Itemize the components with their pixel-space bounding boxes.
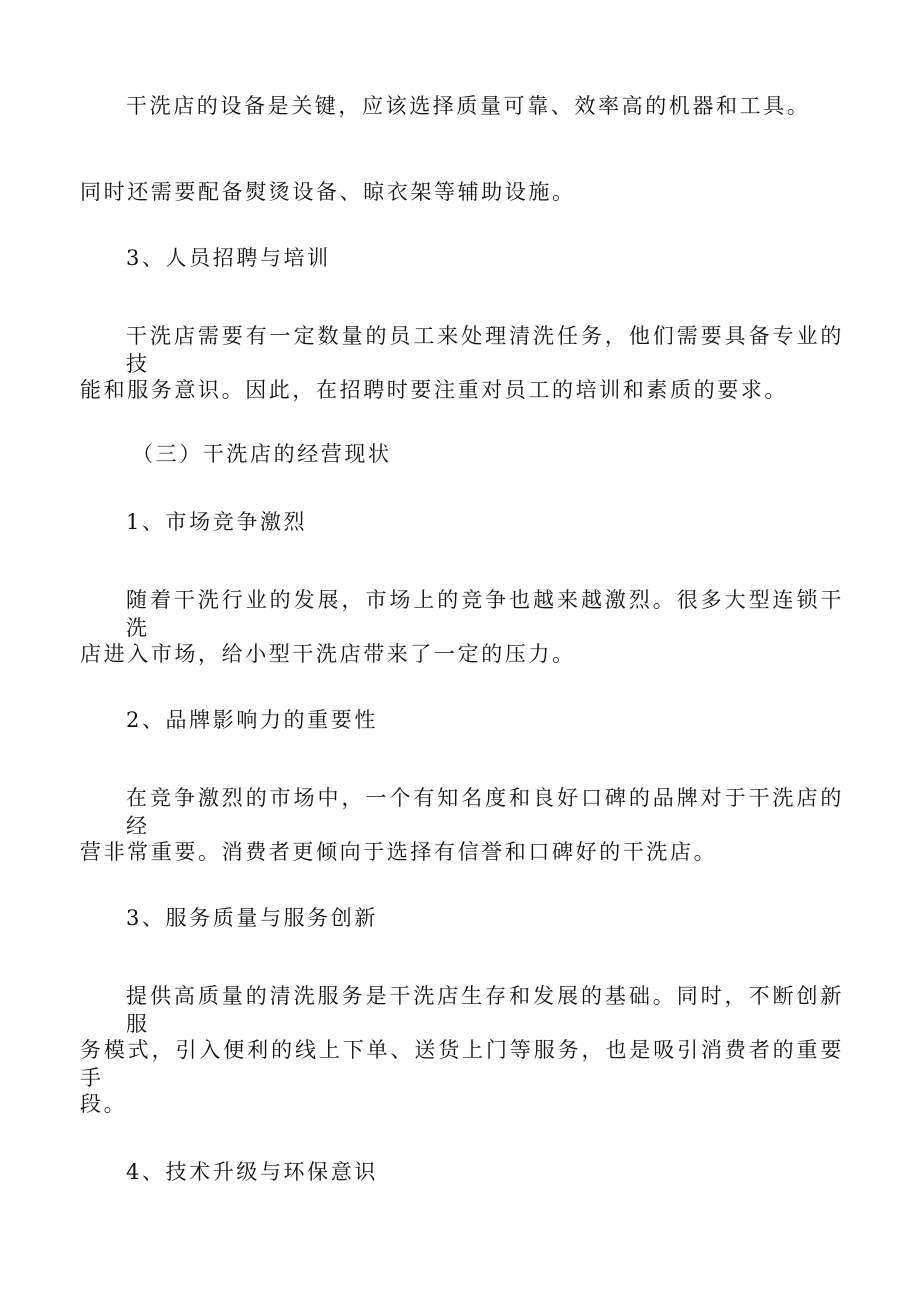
paragraph-staff-line-2: 能和服务意识。因此，在招聘时要注重对员工的培训和素质的要求。 xyxy=(80,378,788,402)
paragraph-equipment-line-2: 同时还需要配备熨烫设备、晾衣架等辅助设施。 xyxy=(80,180,576,204)
heading-service-quality: 3、服务质量与服务创新 xyxy=(126,906,378,930)
paragraph-staff-line-1: 干洗店需要有一定数量的员工来处理清洗任务，他们需要具备专业的技 xyxy=(126,324,844,376)
paragraph-service-line-3: 段。 xyxy=(80,1092,128,1116)
paragraph-service-line-1: 提供高质量的清洗服务是干洗店生存和发展的基础。同时，不断创新服 xyxy=(126,984,844,1036)
heading-market-competition: 1、市场竞争激烈 xyxy=(126,510,308,534)
paragraph-brand-line-1: 在竞争激烈的市场中，一个有知名度和良好口碑的品牌对于干洗店的经 xyxy=(126,786,844,838)
paragraph-competition-line-2: 店进入市场，给小型干洗店带来了一定的压力。 xyxy=(80,642,576,666)
paragraph-competition-line-1: 随着干洗行业的发展，市场上的竞争也越来越激烈。很多大型连锁干洗 xyxy=(126,588,844,640)
heading-tech-upgrade: 4、技术升级与环保意识 xyxy=(126,1160,378,1184)
heading-staff-recruitment: 3、人员招聘与培训 xyxy=(126,246,331,270)
heading-brand-influence: 2、品牌影响力的重要性 xyxy=(126,708,378,732)
section-heading-operation-status: （三）干洗店的经营现状 xyxy=(132,442,392,466)
paragraph-service-line-2: 务模式，引入便利的线上下单、送货上门等服务，也是吸引消费者的重要手 xyxy=(80,1038,844,1090)
paragraph-equipment-line-1: 干洗店的设备是关键，应该选择质量可靠、效率高的机器和工具。 xyxy=(126,94,811,118)
paragraph-brand-line-2: 营非常重要。消费者更倾向于选择有信誉和口碑好的干洗店。 xyxy=(80,840,718,864)
